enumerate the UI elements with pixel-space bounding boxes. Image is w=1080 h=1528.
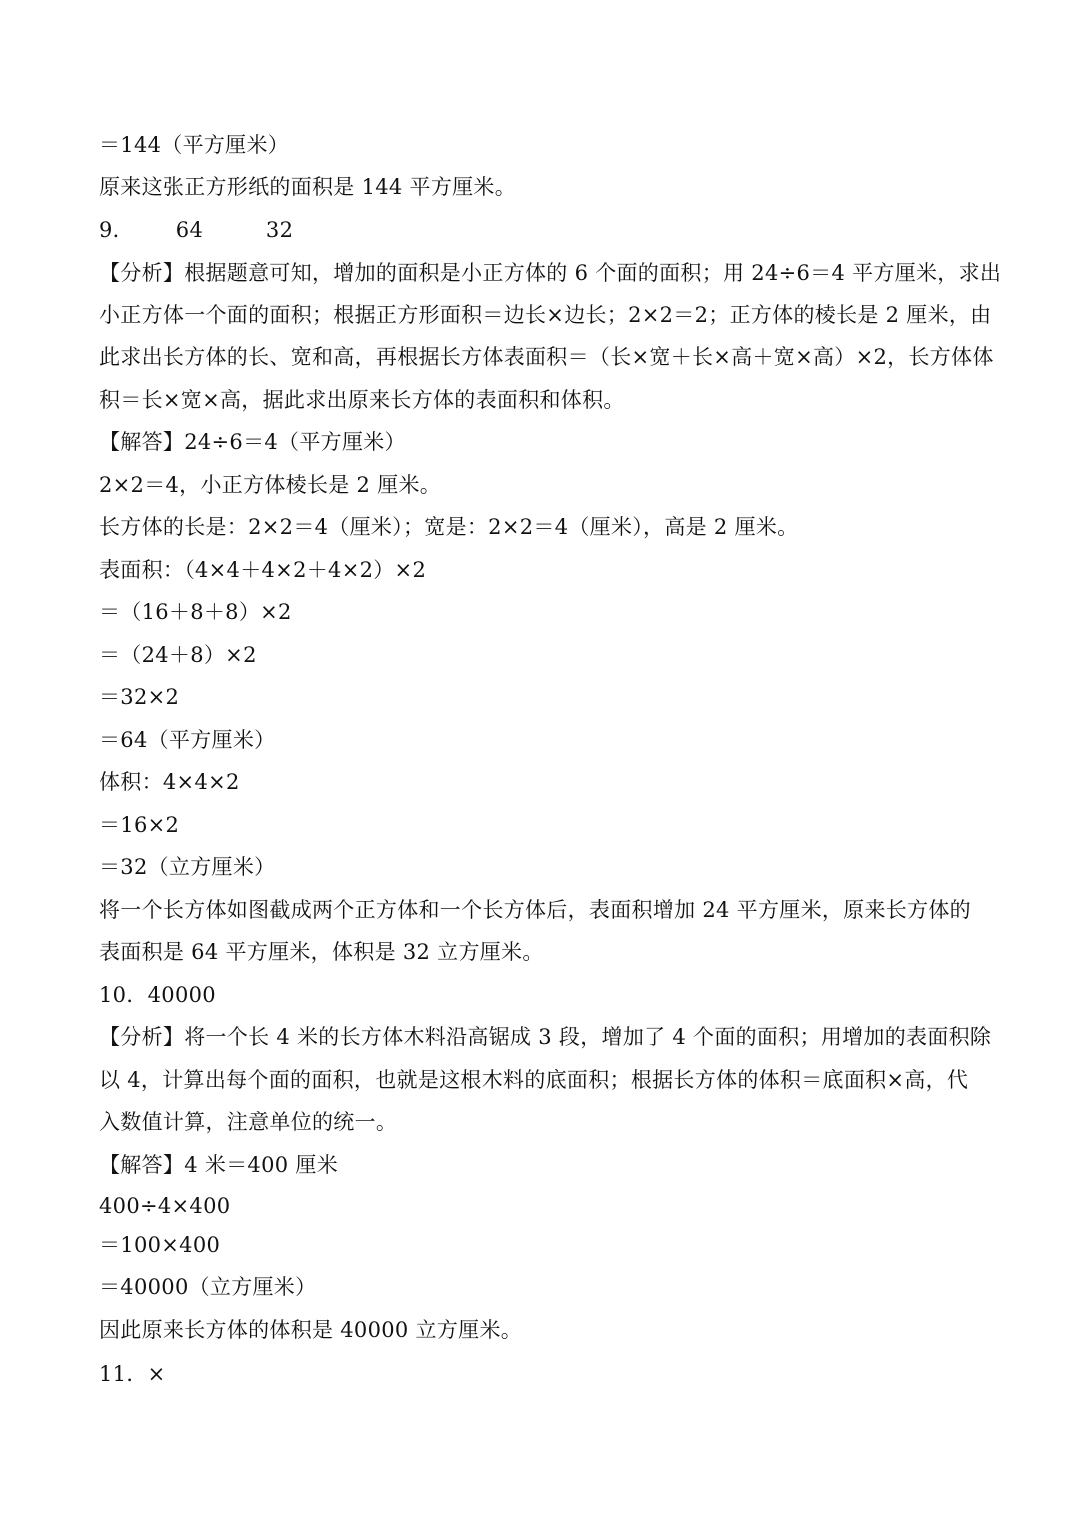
conclusion-line: 因此原来长方体的体积是 40000 立方厘米。 bbox=[99, 1318, 523, 1342]
answer-line-9: 9． 64 32 bbox=[99, 218, 294, 242]
solution-line: ＝100×400 bbox=[99, 1233, 221, 1257]
solution-line: 2×2＝4，小正方体棱长是 2 厘米。 bbox=[99, 473, 442, 497]
solution-line: 【解答】24÷6＝4（平方厘米） bbox=[99, 430, 406, 454]
text-line: ＝144（平方厘米） bbox=[99, 133, 290, 157]
solution-line: 长方体的长是：2×2＝4（厘米）；宽是：2×2＝4（厘米），高是 2 厘米。 bbox=[99, 515, 799, 539]
solution-line: 体积：4×4×2 bbox=[99, 770, 240, 794]
answer-line-10: 10．40000 bbox=[99, 983, 216, 1007]
analysis-line: 入数值计算，注意单位的统一。 bbox=[99, 1110, 398, 1134]
solution-line: ＝（16＋8＋8）×2 bbox=[99, 600, 292, 624]
analysis-line: 以 4，计算出每个面的面积，也就是这根木料的底面积；根据长方体的体积＝底面积×高，代 bbox=[99, 1068, 969, 1092]
analysis-line: 小正方体一个面的面积；根据正方形面积＝边长×边长；2×2＝2；正方体的棱长是 2 厘米，由 bbox=[99, 303, 992, 327]
solution-line: 400÷4×400 bbox=[99, 1194, 231, 1218]
solution-line: ＝40000（立方厘米） bbox=[99, 1275, 317, 1299]
solution-line: ＝16×2 bbox=[99, 813, 180, 837]
solution-line: ＝64（平方厘米） bbox=[99, 728, 276, 752]
analysis-line: 【分析】根据题意可知，增加的面积是小正方体的 6 个面的面积；用 24÷6＝4 平方厘米，求出 bbox=[99, 261, 1002, 285]
text-line: 原来这张正方形纸的面积是 144 平方厘米。 bbox=[99, 175, 517, 199]
solution-line: 表面积：（4×4＋4×2＋4×2）×2 bbox=[99, 558, 427, 582]
answer-line-11: 11．× bbox=[99, 1362, 166, 1386]
analysis-line: 此求出长方体的长、宽和高，再根据长方体表面积＝（长×宽＋长×高＋宽×高）×2，长方体体 bbox=[99, 345, 994, 369]
solution-line: ＝（24＋8）×2 bbox=[99, 643, 257, 667]
analysis-line: 【分析】将一个长 4 米的长方体木料沿高锯成 3 段，增加了 4 个面的面积；用增加的表面积除 bbox=[99, 1025, 992, 1049]
conclusion-line: 表面积是 64 平方厘米，体积是 32 立方厘米。 bbox=[99, 940, 544, 964]
solution-line: ＝32（立方厘米） bbox=[99, 855, 276, 879]
solution-line: 【解答】4 米＝400 厘米 bbox=[99, 1153, 338, 1177]
solution-line: ＝32×2 bbox=[99, 685, 180, 709]
analysis-line: 积＝长×宽×高，据此求出原来长方体的表面积和体积。 bbox=[99, 388, 625, 412]
conclusion-line: 将一个长方体如图截成两个正方体和一个长方体后，表面积增加 24 平方厘米，原来长方体的 bbox=[99, 898, 971, 922]
